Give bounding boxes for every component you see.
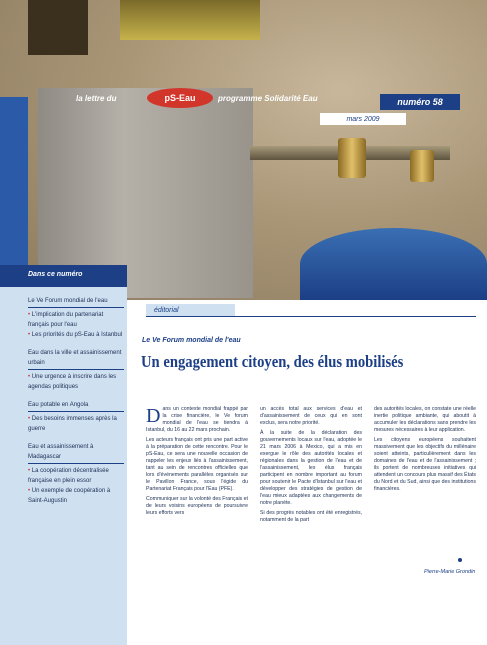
toc-section-title[interactable]: Le Ve Forum mondial de l'eau (28, 296, 124, 308)
bullet-icon: • (28, 488, 32, 494)
toc-section (28, 400, 124, 434)
editorial-tag: éditorial (146, 304, 235, 316)
tap-icon (410, 150, 434, 182)
article-column (146, 406, 248, 586)
issue-number: numéro 58 (380, 94, 460, 110)
toc-item-label: Un exemple de coopération à Saint-Augustin (28, 488, 111, 504)
bullet-icon: • (28, 374, 32, 380)
article-column (260, 406, 362, 586)
bullet-icon: • (28, 468, 32, 474)
tap-icon (338, 138, 366, 178)
masthead (28, 92, 378, 106)
toc-item[interactable] (28, 486, 124, 506)
toc-section (28, 296, 124, 340)
tin-can-shape (28, 0, 88, 55)
toc-section-title[interactable]: Eau potable en Angola (28, 400, 124, 412)
bullet-icon: • (28, 416, 32, 422)
paragraph: Les acteurs français ont pris une part active à la préparation de cette rencontre. Pour le pS-Eau, ce sera une nouvelle occasion de rappeler les enjeux liés à l'assainissement, tant au sein de rencontres officielles que lors d'événements parallèles organisés sur le Pavillon France, sous l'égide du Partenariat Français pour l'Eau (PFE). (146, 437, 248, 492)
toc-item[interactable] (28, 330, 124, 340)
masthead-programme: programme Solidarité Eau (218, 94, 318, 103)
paragraph: Les citoyens européens souhaitent massivement que les objectifs du millénaire soient atteints, particulièrement dans les domaines de l'eau et de l'assainissement ; ils portent de nombreuses initiatives qui attendent un concours plus massif des États du Nord et du Sud, ainsi que des institutions financières. (374, 437, 476, 492)
toc-item[interactable] (28, 466, 124, 486)
end-mark-icon (458, 558, 462, 562)
paragraph: Si des progrès notables ont été enregistrés, notamment de la part (260, 510, 362, 523)
paragraph: Communiquer sur la volonté des Français et de leurs voisins européens de poursuivre leurs efforts vers (146, 496, 248, 516)
toc-item-label: L'implication du partenariat français pour l'eau (28, 312, 104, 328)
toc-item[interactable] (28, 310, 124, 330)
author-signature: Pierre-Marie Grondin (424, 569, 476, 575)
paragraph: À la suite de la déclaration des gouvernements locaux sur l'eau, adoptée le 21 mars 2006 à Mexico, qui a mis en exergue le rôle des autorités locales et régionales dans la gestion de l'eau et de l'assainissement, les élus français participent en nombre important au forum pour soutenir le Pacte d'Istanbul sur l'eau et développer des stratégies de gestion de l'eau mieux adaptées aux changements de notre planète. (260, 430, 362, 506)
article-headline: Un engagement citoyen, des élus mobilisés (141, 352, 404, 371)
drop-cap: D (146, 405, 161, 427)
toc-item-label: Des besoins immenses après la guerre (28, 416, 117, 432)
toc-item[interactable] (28, 372, 124, 392)
toc-section-title[interactable]: Eau et assainissement à Madagascar (28, 442, 124, 464)
bucket-shape (120, 0, 260, 40)
table-of-contents (28, 296, 124, 514)
toc-item-label: Les priorités du pS-Eau à Istanbul (31, 332, 123, 338)
sidebar-header (0, 265, 127, 287)
toc-section (28, 348, 124, 392)
paragraph: un accès total aux services d'eau et d'assainissement de ceux qui en sont exclus, sera notre priorité. (260, 406, 362, 426)
toc-item-label: Une urgence à inscrire dans les agendas politiques (28, 374, 117, 390)
article-columns (146, 406, 476, 586)
sidebar-header-label: Dans ce numéro (28, 271, 83, 278)
toc-section-title[interactable]: Eau dans la ville et assainissement urbain (28, 348, 124, 370)
ps-eau-logo: pS-Eau (147, 88, 213, 108)
bullet-icon: • (28, 332, 32, 338)
issue-date: mars 2009 (320, 113, 406, 125)
toc-section (28, 442, 124, 506)
paragraph-text: ans un contexte mondial frappé par la crise financière, le Ve forum mondial de l'eau se tiendra à Istanbul, du 16 au 22 mars prochain. (146, 406, 248, 433)
article-kicker: Le Ve Forum mondial de l'eau (142, 337, 241, 344)
cover-photo (0, 0, 487, 300)
bullet-icon: • (28, 312, 32, 318)
blue-basin-shape (300, 228, 487, 300)
divider (146, 316, 476, 317)
masthead-lettre: la lettre du (76, 94, 117, 103)
toc-item-label: La coopération décentralisée française en plein essor (28, 468, 109, 484)
toc-item[interactable] (28, 414, 124, 434)
paragraph: des autorités locales, on constate une réelle inertie politique ambiante, qui aboutit à accumuler les déclarations sans prendre les mesures nécessaires à leur application. (374, 406, 476, 433)
paragraph (146, 406, 248, 434)
